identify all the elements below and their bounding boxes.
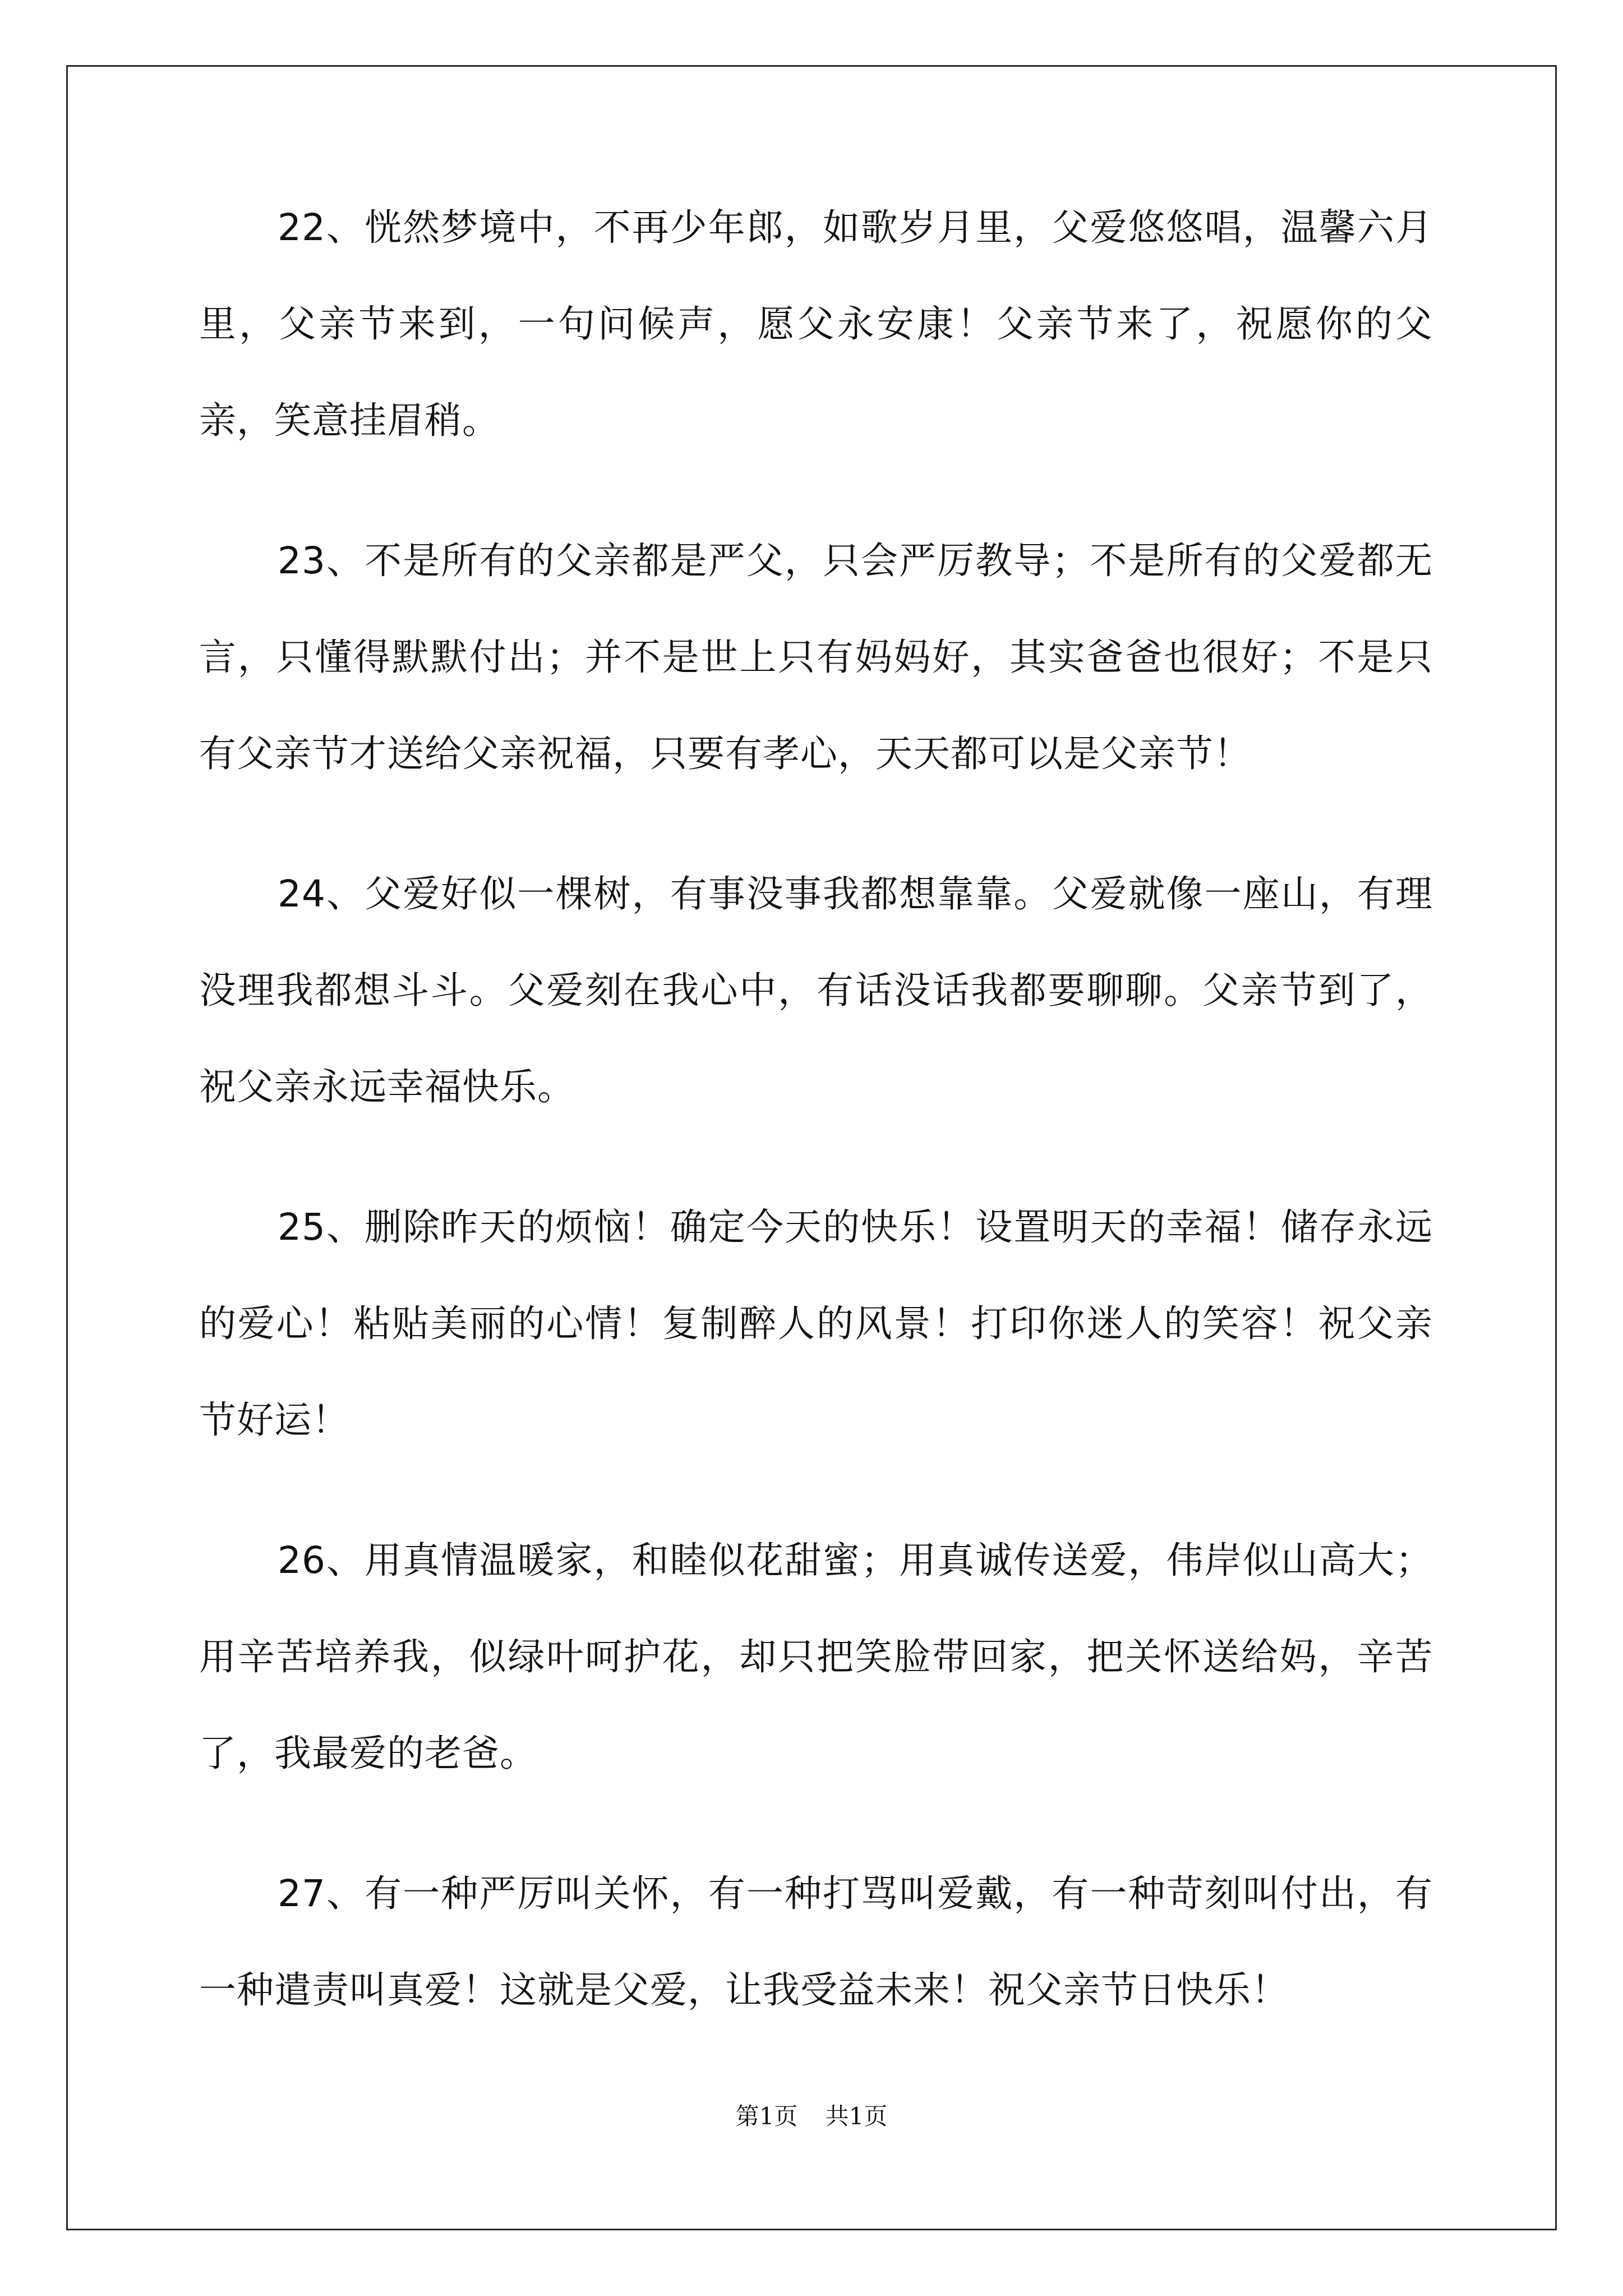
- paragraph-24: 24、父爱好似一棵树，有事没事我都想靠靠。父爱就像一座山，有理没理我都想斗斗。父爱刻在我心中，有话没话我都要聊聊。父亲节到了，祝父亲永远幸福快乐。: [199, 872, 1433, 1108]
- paragraph-23: 23、不是所有的父亲都是严父，只会严厉教导；不是所有的父爱都无言，只懂得默默付出；并不是世上只有妈妈好，其实爸爸也很好；不是只有父亲节才送给父亲祝福，只要有孝心，天天都可以是父亲节！: [199, 539, 1433, 775]
- paragraph-22: 22、恍然梦境中，不再少年郎，如歌岁月里，父爱悠悠唱，温馨六月里，父亲节来到，一句问候声，愿父永安康！父亲节来了，祝愿你的父亲，笑意挂眉稍。: [199, 206, 1433, 442]
- paragraph-27: 27、有一种严厉叫关怀，有一种打骂叫爱戴，有一种苛刻叫付出，有一种遣责叫真爱！这就是父爱，让我受益未来！祝父亲节日快乐！: [199, 1872, 1433, 2012]
- paragraph-26: 26、用真情温暖家，和睦似花甜蜜；用真诚传送爱，伟岸似山高大；用辛苦培养我，似绿叶呵护花，却只把笑脸带回家，把关怀送给妈，辛苦了，我最爱的老爸。: [199, 1539, 1433, 1775]
- page-footer: [0, 2098, 1623, 2132]
- page-number-total: 共1页: [825, 2102, 888, 2130]
- page-number-current: 第1页: [735, 2102, 798, 2130]
- paragraph-25: 25、删除昨天的烦恼！确定今天的快乐！设置明天的幸福！储存永远的爱心！粘贴美丽的心情！复制醉人的风景！打印你迷人的笑容！祝父亲节好运！: [199, 1205, 1433, 1442]
- document-body: [199, 206, 1433, 2082]
